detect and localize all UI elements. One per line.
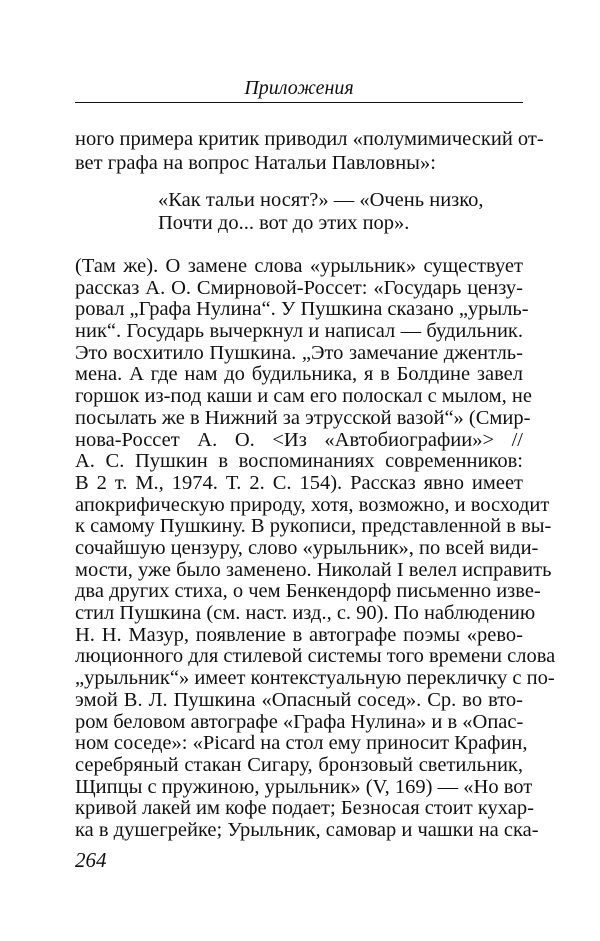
text-line: посылать же в Нижний за этрусской вазой“» (Смир-: [75, 407, 531, 429]
text-line: „урыльник“» имеет контекстуальную перекличку с по-: [75, 667, 555, 689]
running-header: Приложения: [244, 77, 354, 99]
text-line: эмой В. Л. Пушкина «Опасный сосед». Ср. во вто-: [75, 689, 523, 711]
text-line: нова-Россет А. О. <Из «Автобиографии»> //: [75, 429, 523, 451]
text-line: серебряный стакан Сигару, бронзовый светильник,: [75, 754, 523, 776]
text-line: (Там же). О замене слова «урыльник» существует: [75, 255, 523, 277]
text-line: Это восхитило Пушкина. „Это замечание джентль-: [75, 342, 523, 364]
text-line: ник“. Государь вычеркнул и написал — будильник.: [75, 320, 523, 342]
verse-line: «Как тальи носят?» — «Очень низко,: [158, 189, 484, 211]
text-line: ром беловом автографе «Графа Нулина» и в «Опас-: [75, 711, 524, 733]
text-line: А. С. Пушкин в воспоминаниях современников:: [75, 450, 523, 472]
verse-line: Почти до... вот до этих пор».: [158, 212, 410, 234]
text-line: ном соседе»: «Picard на стол ему приносит Крафин,: [75, 732, 528, 754]
text-line: к самому Пушкину. В рукописи, представленной в вы-: [75, 515, 552, 537]
text-line: стил Пушкина (см. наст. изд., с. 90). По наблюдению: [75, 602, 536, 624]
text-line: два других стиха, о чем Бенкендорф письменно изве-: [75, 580, 541, 602]
text-line: ровал „Графа Нулина“. У Пушкина сказано „урыль-: [75, 298, 529, 320]
text-line: мена. А где нам до будильника, я в Болдине завел: [75, 363, 523, 385]
text-line: В 2 т. М., 1974. Т. 2. С. 154). Рассказ явно имеет: [75, 472, 523, 494]
text-line: Н. Н. Мазур, появление в автографе поэмы «рево-: [75, 624, 523, 646]
page-number: 264: [75, 848, 107, 872]
text-line: люционного для стилевой системы того времени слова: [75, 645, 556, 667]
text-line: мости, уже было заменено. Николай I велел исправить: [75, 559, 552, 581]
text-line: вет графа на вопрос Натальи Павловны»:: [75, 152, 436, 174]
text-line: ного примера критик приводил «полумимический от-: [75, 128, 544, 150]
text-line: рассказ А. О. Смирновой-Россет: «Государь цензу-: [75, 277, 523, 299]
text-line: кривой лакей им кофе подает; Безносая стоит кухар-: [75, 797, 534, 819]
text-line: Щипцы с пружиною, урыльник» (V, 169) — «Но вот: [75, 776, 533, 798]
text-line: ка в душегрейке; Урыльник, самовар и чашки на ска-: [75, 819, 539, 841]
header-rule: [75, 102, 523, 103]
text-line: сочайшую цензуру, слово «урыльник», по всей види-: [75, 537, 539, 559]
text-line: апокрифическую природу, хотя, возможно, и восходит: [75, 494, 550, 516]
text-line: горшок из-под каши и сам его полоскал с мылом, не: [75, 385, 532, 407]
